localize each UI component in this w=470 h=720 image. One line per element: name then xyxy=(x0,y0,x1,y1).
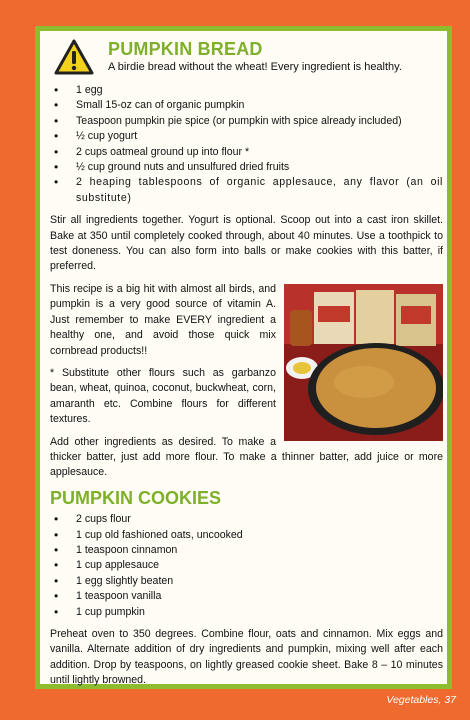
batter-note: Add other ingredients as desired. To make a thicker batter, just add more flour. To make a thinner batter, add juice or more applesauce. xyxy=(50,435,443,479)
ingredient-item: • 1 teaspoon cinnamon xyxy=(76,543,443,558)
ingredient-item: • 1 teaspoon vanilla xyxy=(76,589,443,604)
ingredient-item: • 1 cup old fashioned oats, uncooked xyxy=(76,528,443,543)
vitamin-note: This recipe is a big hit with almost all birds, and pumpkin is a very good source of vitamin A. Just remember to make EVERY ingredient a healthy one, and avoid those quick mix cornbread products!! xyxy=(50,282,276,357)
ingredient-item: • ½ cup yogurt xyxy=(76,129,443,144)
pumpkin-bread-photo xyxy=(284,284,443,441)
substitute-note: * Substitute other flours such as garbanzo bean, wheat, quinoa, coconut, buckwheat, corn, amaranth etc. Combine flours for different textures. xyxy=(50,366,276,426)
ingredient-item: • 1 egg xyxy=(76,83,443,98)
ingredient-item: • 2 heaping tablespoons of organic applesauce, any flavor (an oil substitute) xyxy=(76,175,443,206)
ingredient-item: • 1 cup pumpkin xyxy=(76,605,443,620)
warning-icon xyxy=(54,39,94,75)
ingredient-item: • 2 cups flour xyxy=(76,512,443,527)
recipe-content xyxy=(50,83,443,689)
ingredient-item: • 1 egg slightly beaten xyxy=(76,574,443,589)
ingredient-item: • ½ cup ground nuts and unsulfured dried fruits xyxy=(76,160,443,175)
cookie-ingredient-list xyxy=(50,512,443,620)
recipe-title: PUMPKIN BREAD xyxy=(108,39,263,59)
page-footer: Vegetables, 37 xyxy=(386,694,456,706)
ingredient-item: • 1 cup applesauce xyxy=(76,558,443,573)
ingredient-item: • Small 15-oz can of organic pumpkin xyxy=(76,98,443,113)
ingredient-list xyxy=(50,83,443,206)
directions-paragraph: Stir all ingredients together. Yogurt is optional. Scoop out into a cast iron skillet. Bake at 350 until completely cooked through, about 40 minutes. Use a toothpick to test doneness. You can also form into balls or make cookies with this batter, if preferred. xyxy=(50,214,443,273)
recipe-subtitle: A birdie bread without the wheat! Every ingredient is healthy. xyxy=(108,61,402,73)
ingredient-item: • 2 cups oatmeal ground up into flour * xyxy=(76,145,443,160)
cookies-title: PUMPKIN COOKIES xyxy=(50,487,222,508)
recipe-card xyxy=(35,26,452,689)
cookie-directions: Preheat oven to 350 degrees. Combine flour, oats and cinnamon. Mix eggs and vanilla. Alternate addition of dry ingredients and pumpkin, mixing well after each addition. Drop by teaspoons, on lightly greased cookie sheet. Bake 8 – 10 minutes until lightly browned. xyxy=(50,628,443,687)
ingredient-item: • Teaspoon pumpkin pie spice (or pumpkin with spice already included) xyxy=(76,114,443,129)
